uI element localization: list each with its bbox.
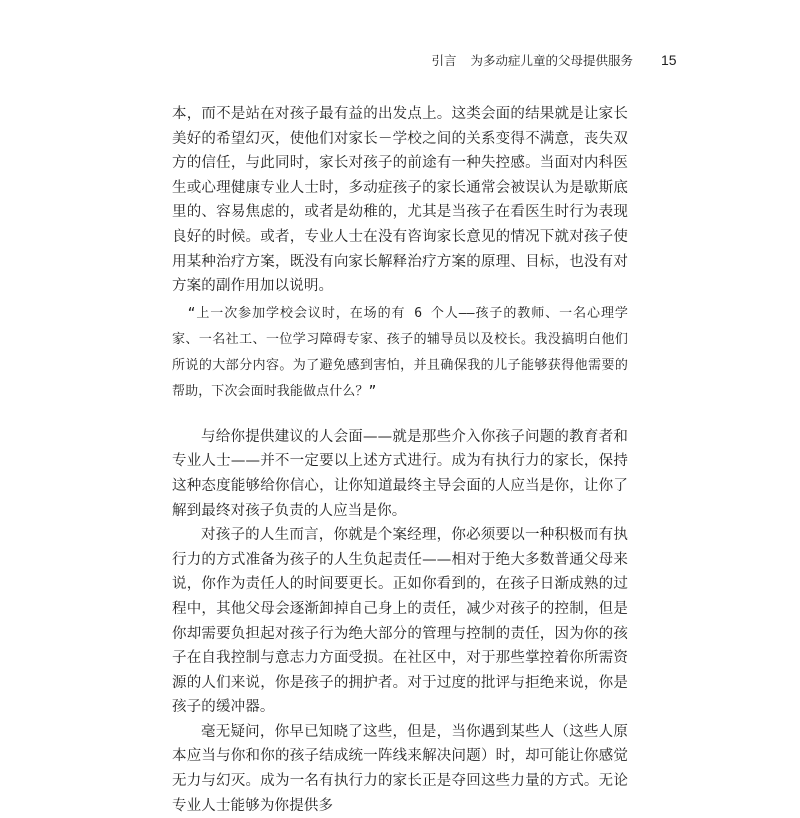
quote-text: “上一次参加学校会议时，在场的有 6 个人——孩子的教师、一名心理学家、一名社工、一位学习障碍专家、孩子的辅导员以及校长。我没搞明白他们所说的大部分内容。为了避免感到害怕，并且确保我的儿子能够获得他需要的帮助，下次会面时我能做点什么？” [172, 305, 628, 399]
parent-quote [172, 301, 628, 405]
page-body [172, 102, 628, 818]
chapter-title: 为多动症儿童的父母提供服务 [470, 53, 633, 68]
body-paragraph: 与给你提供建议的人会面——就是那些介入你孩子问题的教育者和专业人士——并不一定要以上述方式进行。成为有执行力的家长，保持这种态度能够给你信心，让你知道最终主导会面的人应当是你，让你了解到最终对孩子负责的人应当是你。 [172, 428, 628, 519]
body-paragraph: 毫无疑问，你早已知晓了这些，但是，当你遇到某些人（这些人原本应当与你和你的孩子结成统一阵线来解决问题）时，却可能让你感觉无力与幻灭。成为一名有执行力的家长正是夺回这些力量的方式。无论专业人士能够为你提供多 [172, 723, 628, 814]
running-header [395, 50, 685, 70]
body-paragraph: 对孩子的人生而言，你就是个案经理，你必须要以一种积极而有执行力的方式准备为孩子的人生负起责任——相对于绝大多数普通父母来说，你作为责任人的时间要更长。正如你看到的，在孩子日渐成熟的过程中，其他父母会逐渐卸掉自己身上的责任，减少对孩子的控制，但是你却需要负担起对孩子行为绝大部分的管理与控制的责任，因为你的孩子在自我控制与意志力方面受损。在社区中，对于那些掌控着你所需资源的人们来说，你是孩子的拥护者。对于过度的批评与拒绝来说，你是孩子的缓冲器。 [172, 527, 628, 716]
chapter-label: 引言 [431, 53, 457, 68]
body-paragraph: 本，而不是站在对孩子最有益的出发点上。这类会面的结果就是让家长美好的希望幻灭，使他们对家长－学校之间的关系变得不满意，丧失双方的信任，与此同时，家长对孩子的前途有一种失控感。当面对内科医生或心理健康专业人士时，多动症孩子的家长通常会被误认为是歇斯底里的、容易焦虑的，或者是幼稚的，尤其是当孩子在看医生时行为表现良好的时候。或者，专业人士在没有咨询家长意见的情况下就对孩子使用某种治疗方案，既没有向家长解释治疗方案的原理、目标，也没有对方案的副作用加以说明。 [172, 106, 628, 295]
page-number: 15 [661, 52, 677, 68]
